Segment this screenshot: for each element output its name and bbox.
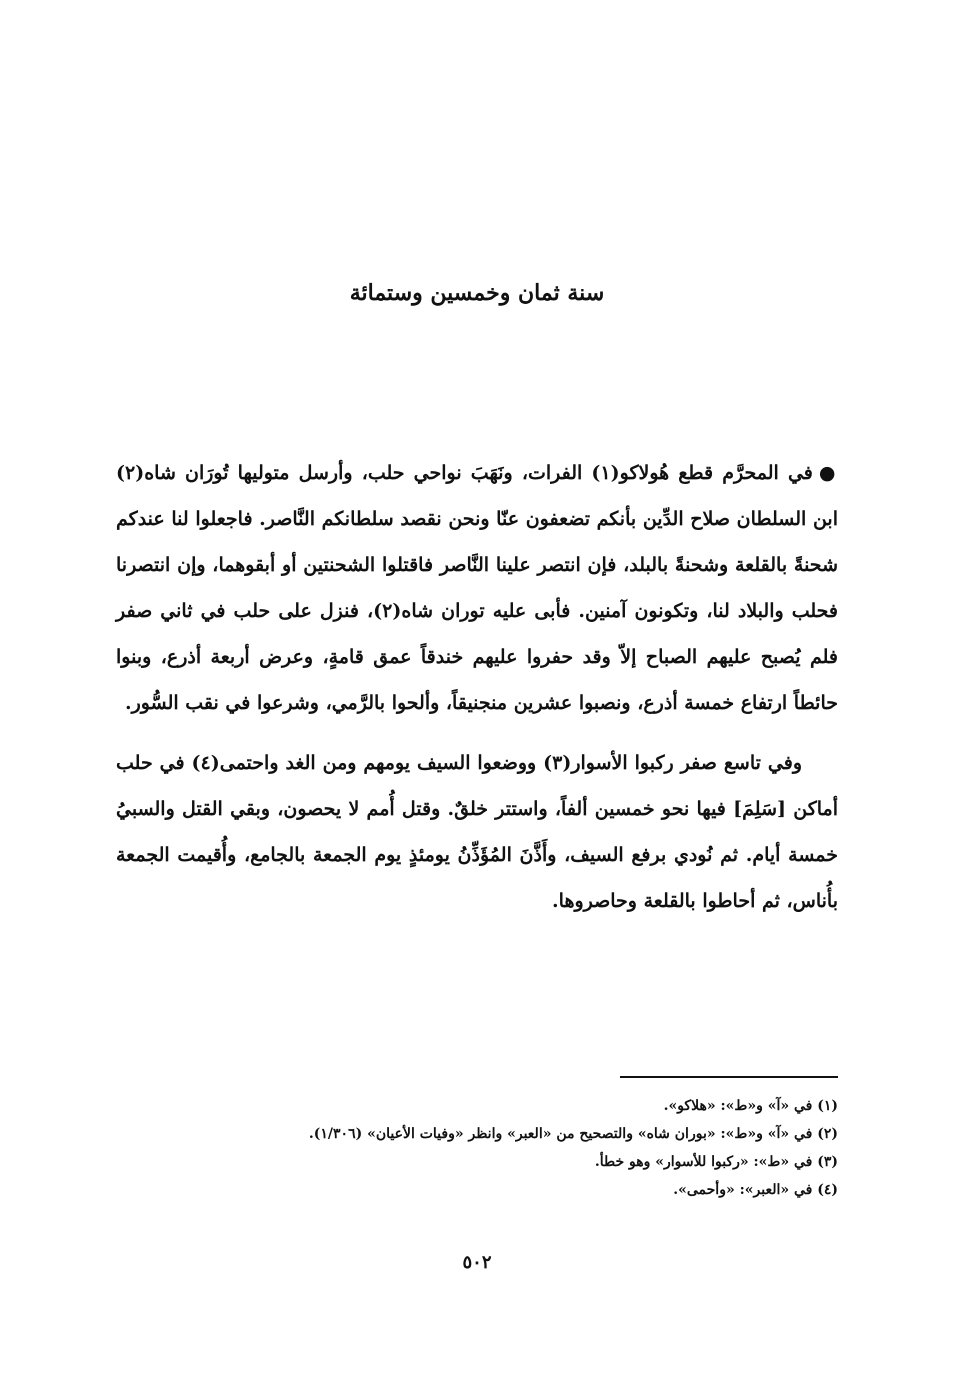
paragraph-1-text: في المحرَّم قطع هُولاكو(١) الفرات، ونَهَبَ نواحي حلب، وأرسل متوليها تُورَان شاه(٢) ابن السلطان صلاح الدِّين بأنكم تضعفون عنّا ونحن نقصد سلطانكم النَّاصر. فاجعلوا لنا عندكم شحنةً بالقلعة وشحنةً بالبلد، فإن انتصر علينا النَّاصر فاقتلوا الشحنتين أو أبقوهما، وإن انتصرنا فحلب والبلاد لنا، وتكونون آمنين. فأبى عليه توران شاه(٢)، فنزل على حلب في ثاني صفر فلم يُصبح عليهم الصباح إلاّ وقد حفروا عليهم خندقاً عمق قامةٍ، وعرض أربعة أذرع، وبنوا حائطاً ارتفاع خمسة أذرع، ونصبوا عشرين منجنيقاً، وألحوا بالرَّمي، وشرعوا في نقب السُّور. bbox=[116, 462, 839, 714]
paragraph-1 bbox=[116, 450, 838, 726]
footnote-4: (٤) في «العبر»: «وأحمى». bbox=[673, 1182, 838, 1198]
footnote-divider bbox=[620, 1076, 838, 1078]
bullet-icon: ● bbox=[818, 462, 838, 484]
chapter-title: سنة ثمان وخمسين وستمائة bbox=[349, 280, 605, 306]
footnote-2: (٢) في «آ» و«ط»: «بوران شاه» والتصحيح من «العبر» وانظر «وفيات الأعيان» (١/٣٠٦). bbox=[308, 1126, 838, 1142]
footnotes bbox=[116, 1092, 838, 1204]
footnote-3: (٣) في «ط»: «ركبوا للأسوار» وهو خطأ. bbox=[594, 1154, 838, 1170]
main-text bbox=[116, 450, 838, 924]
footnote-1: (١) في «آ» و«ط»: «هلاكو». bbox=[663, 1098, 838, 1114]
paragraph-2: وفي تاسع صفر ركبوا الأسوار(٣) ووضعوا السيف يومهم ومن الغد واحتمى(٤) في حلب أماكن [سَلِمَ] فيها نحو خمسين ألفاً، واستتر خلقٌ. وقتل أُمم لا يحصون، وبقي القتل والسبيُ خمسة أيام. ثم نُودي برفع السيف، وأَذَّنَ المُؤَذِّنُ يومئذٍ يوم الجمعة بالجامع، وأُقيمت الجمعة بأُناس، ثم أحاطوا بالقلعة وحاصروها. bbox=[116, 752, 838, 912]
page-number: ٥٠٢ bbox=[462, 1252, 492, 1273]
